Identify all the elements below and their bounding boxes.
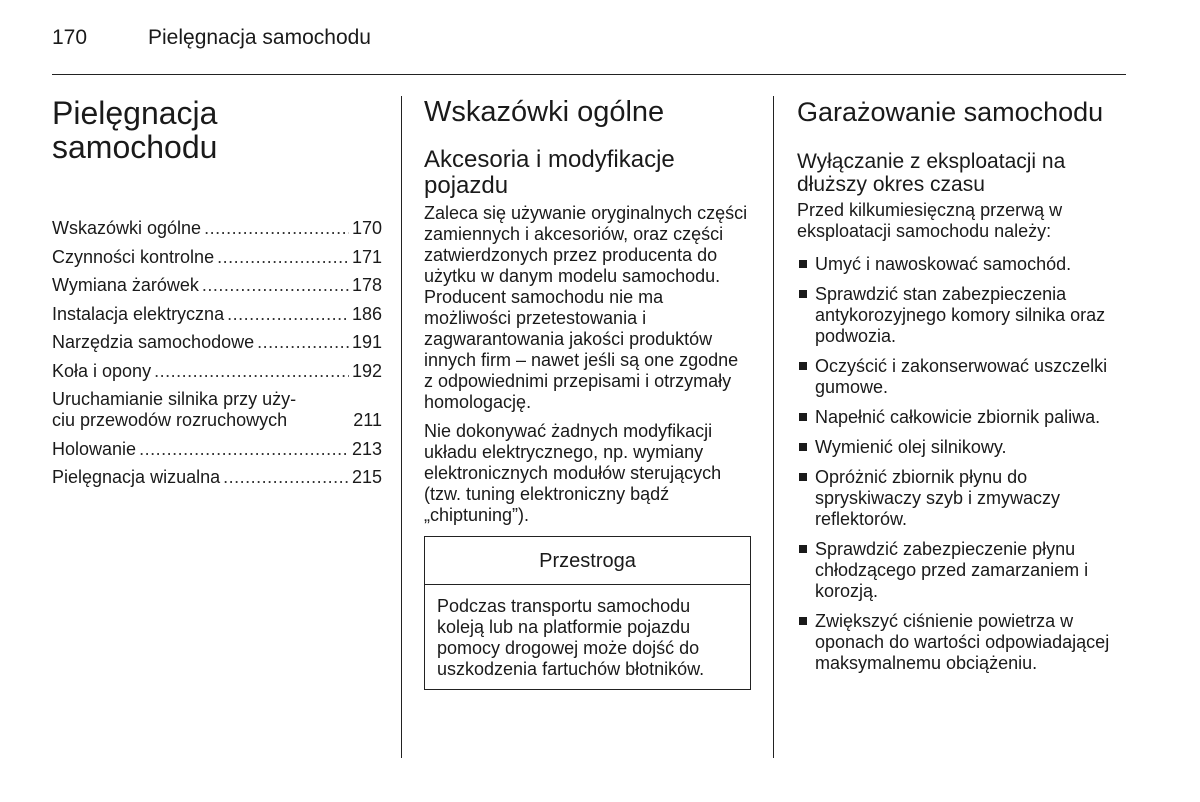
list-item: Zwiększyć ciśnienie powietrza w oponach do wartości odpowiadającej maksymalnemu obciążeniu. [797,611,1127,674]
header-rule [52,74,1126,75]
bullet-square-icon [799,443,807,451]
list-item: Umyć i nawoskować samochód. [797,254,1127,275]
bullet-square-icon [799,362,807,370]
chapter-title: Pielęgnacja samochodu [52,95,218,165]
leader-dots [257,332,349,353]
toc-entry[interactable]: Uruchamianie silnika przy uży- ciu przewodów rozruchowych 211 [52,389,382,430]
leader-dots [154,361,349,382]
section-title: Wskazówki ogólne [424,96,665,128]
list-item: Sprawdzić stan zabezpieczenia antykorozyjnego komory silnika oraz podwozia. [797,284,1127,347]
caution-title: Przestroga [425,537,750,585]
caution-box [424,536,751,690]
bullet-square-icon [799,413,807,421]
general-tips-column [424,96,752,690]
list-item: Opróżnić zbiornik płynu do spryskiwaczy szyb i zmywaczy reflektorów. [797,467,1127,530]
table-of-contents [52,218,382,488]
storage-column [797,96,1127,683]
leader-dots [139,439,349,460]
intro-paragraph: Przed kilkumiesięczną przerwą w eksploatacji samochodu należy: [797,200,1063,241]
bullet-square-icon [799,473,807,481]
running-title: Pielęgnacja samochodu [148,26,371,49]
leader-dots [204,218,349,239]
subsection-title: Wyłączanie z eksploatacji na dłuższy okres czasu [797,150,1066,196]
toc-entry[interactable]: Czynności kontrolne ..... 171 [52,247,382,268]
leader-dots [223,467,349,488]
column-divider-1 [401,96,402,758]
caution-text: Podczas transportu samochodu koleją lub na platformie pojazdu pomocy drogowej może dojść do uszkodzenia fartuchów błotników. [437,596,705,679]
bullet-square-icon [799,545,807,553]
column-divider-2 [773,96,774,758]
list-item: Wymienić olej silnikowy. [797,437,1127,458]
leader-dots [227,304,349,325]
list-item: Oczyścić i zakonserwować uszczelki gumowe. [797,356,1127,398]
paragraph: Nie dokonywać żadnych modyfikacji układu elektrycznego, np. wymiany elektronicznych modułów sterujących (tzw. tuning elektroniczny bądź „chiptuning”). [424,421,722,525]
section-title: Garażowanie samochodu [797,97,1104,127]
chapter-contents-column [52,96,382,496]
toc-entry[interactable]: Pielęgnacja wizualna ..... 215 [52,467,382,488]
toc-entry[interactable]: Wskazówki ogólne ..... 170 [52,218,382,239]
list-item: Napełnić całkowicie zbiornik paliwa. [797,407,1127,428]
subsection-title: Akcesoria i modyfikacje pojazdu [424,146,675,199]
toc-entry[interactable]: Wymiana żarówek ..... 178 [52,275,382,296]
toc-entry[interactable]: Holowanie ..... 213 [52,439,382,460]
checklist [797,254,1127,674]
bullet-square-icon [799,617,807,625]
bullet-square-icon [799,260,807,268]
leader-dots [202,275,349,296]
toc-entry[interactable]: Instalacja elektryczna ..... 186 [52,304,382,325]
paragraph: Zaleca się używanie oryginalnych części zamiennych i akcesoriów, oraz części zatwierdzonych przez producenta do użytku w danym modelu samochodu. Producent samochodu nie ma możliwości przetestowania i zagwarantowania jakości produktów innych firm – nawet jeśli są one zgodne z odpowiednimi przepisami i otrzymały homologację. [424,203,748,412]
leader-dots [217,247,349,268]
page-number: 170 [52,26,88,49]
toc-entry[interactable]: Koła i opony ..... 192 [52,361,382,382]
bullet-square-icon [799,290,807,298]
toc-entry[interactable]: Narzędzia samochodowe ..... 191 [52,332,382,353]
list-item: Sprawdzić zabezpieczenie płynu chłodzącego przed zamarzaniem i korozją. [797,539,1127,602]
